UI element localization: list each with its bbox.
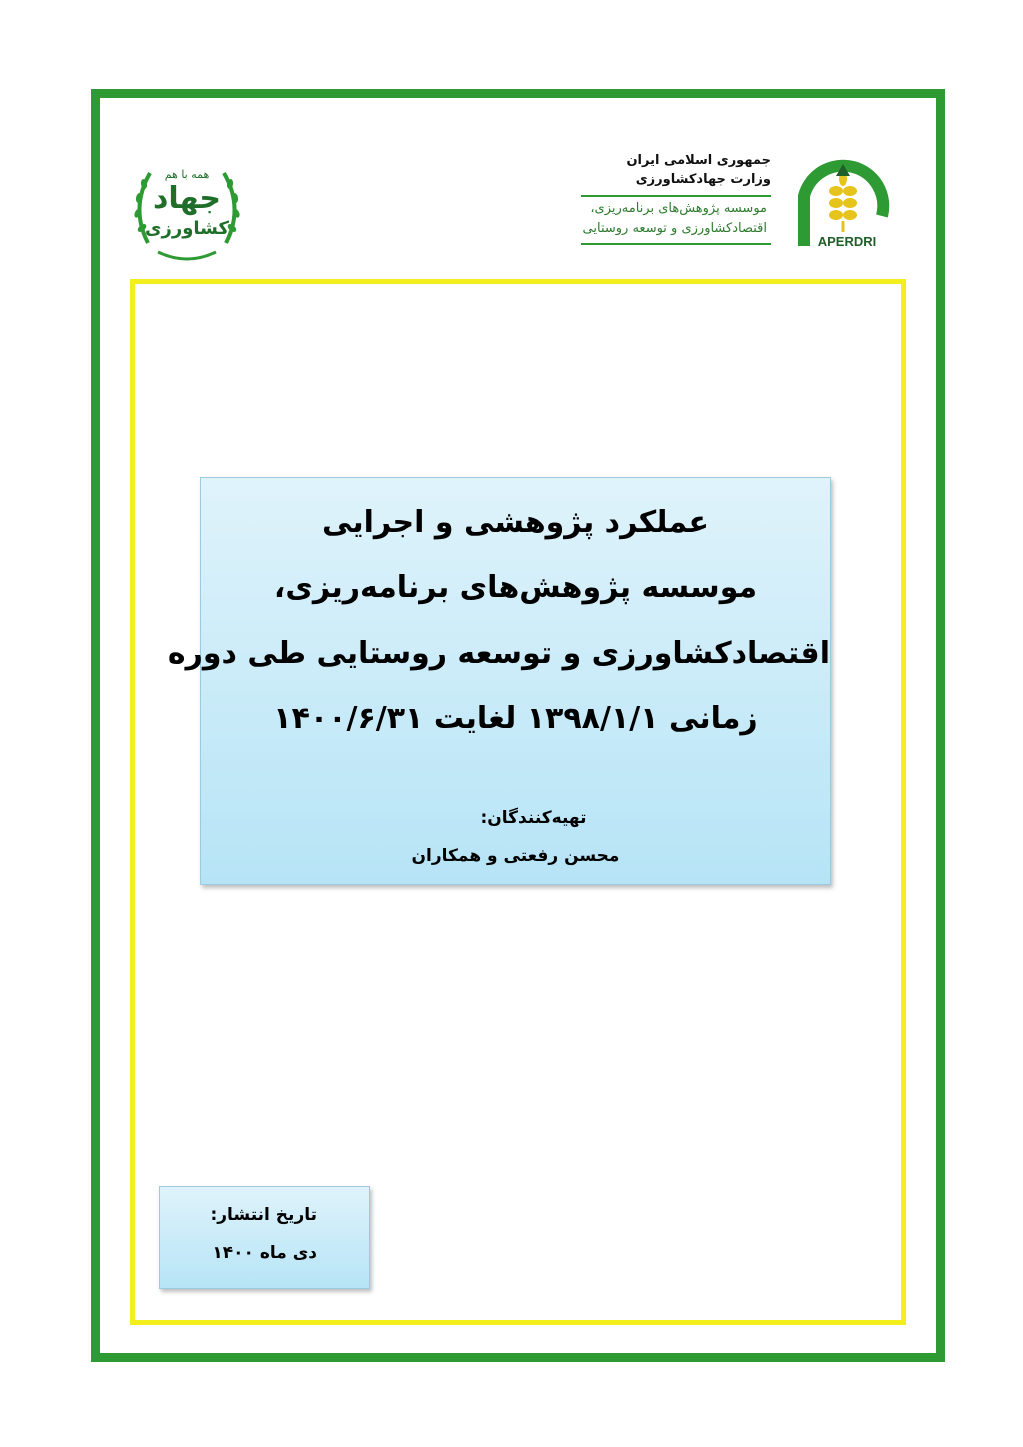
logo-main-text: جهاد xyxy=(152,181,222,216)
institute-name-block xyxy=(581,195,771,245)
publication-date-value: دی ماه ۱۴۰۰ xyxy=(212,1243,317,1263)
institute-name-line2: اقتصادکشاورزی و توسعه روستایی xyxy=(582,221,767,236)
logo-slogan: همه با هم xyxy=(164,168,210,181)
logo-sub-text: کشاورزی xyxy=(145,218,229,239)
publication-date-label: تاریخ انتشار: xyxy=(210,1205,317,1225)
institute-abbreviation: APERDRI xyxy=(817,234,877,249)
aperdri-logo xyxy=(782,146,900,258)
title-line-3: اقتصادکشاورزی و توسعه روستایی طی دوره xyxy=(167,636,830,671)
preparers-label: تهیه‌کنندگان: xyxy=(480,808,587,828)
institute-name-line1: موسسه پژوهش‌های برنامه‌ریزی، xyxy=(590,201,767,216)
publication-date-box xyxy=(159,1186,370,1289)
preparers-names: محسن رفعتی و همکاران xyxy=(411,846,620,866)
title-box xyxy=(167,477,831,885)
title-line-1: عملکرد پژوهشی و اجرایی xyxy=(321,505,710,540)
country-name: جمهوری اسلامی ایران xyxy=(626,153,771,168)
jahad-keshavarzi-logo xyxy=(128,148,246,268)
ministry-name: وزارت جهادکشاورزی xyxy=(635,172,771,187)
title-line-2: موسسه پژوهش‌های برنامه‌ریزی، xyxy=(273,570,758,605)
title-line-4: زمانی ۱۳۹۸/۱/۱ لغایت ۱۴۰۰/۶/۳۱ xyxy=(273,701,758,736)
